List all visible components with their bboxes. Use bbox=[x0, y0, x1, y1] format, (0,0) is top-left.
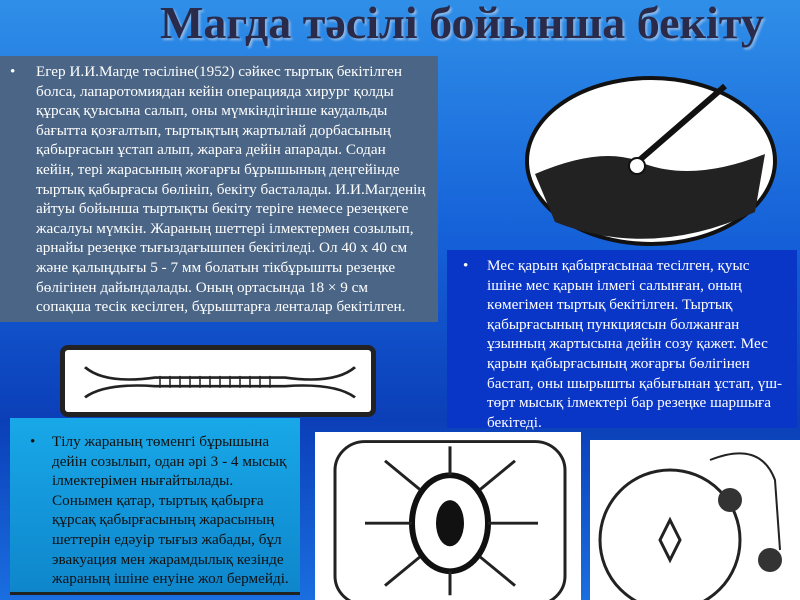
bullet: • bbox=[30, 433, 36, 450]
bullet: • bbox=[10, 63, 16, 80]
text-panel-bottom-left bbox=[10, 418, 300, 595]
panel-text: Егер И.И.Магде тәсіліне(1952) сәйкес тыртық бекітілген болса, лапаротомиядан кейін операцияда хирург қолды құрсақ қуысына салып, оны мүмкіндігінше каудальды бағытта қозғалтып, тыртықтың жартылай дорбасының қабырғасын ұстап алып, жараға дейін апарады. Содан кейін, тері жарасының жоғарғы бұрышының деңгейінде тыртық қабырғасы бөлініп, бекіту басталады. И.И.Магденің айтуы бойынша тыртықты бекіту теріге немесе резеңкеге жасалуы мүмкін. Жараның шеттері ілмектермен созылып, арнайы резеңке тығыздағышпен бекітіледі. Ол 40 х 40 см және қалыңдығы 5 - 7 мм болатын тікбұрышты резеңке бөлігінен дайындалады. Оның ортасында 18 × 9 см сопақша тесік кесілген, бұрыштарға ленталар бекітілген. bbox=[36, 63, 426, 316]
bullet: • bbox=[463, 257, 469, 274]
panel-text: Тілу жараның төменгі бұрышына дейін созылып, одан әрі 3 - 4 мысық ілмектерімен нығайтылады. Сонымен қатар, тыртық қабырға құрсақ қабырғасының жарасының шеттерін едәуір тығыз жабады, бұл эвакуация мен жарамдылық кезінде жараның ішіне енуіне жол бермейді. bbox=[52, 433, 289, 588]
slide-title: Магда тәсілі бойынша бекіту bbox=[160, 0, 764, 48]
rubber-sheet-illustration bbox=[315, 432, 581, 600]
surgery-illustration-oval bbox=[525, 76, 777, 246]
text-panel-main bbox=[0, 56, 438, 322]
panel-text: Мес қарын қабырғасынаа тесілген, қуыс ішіне мес қарын ілмегі салынған, оның көмегімен тыртық бекітілген. Тыртық қабырғасының пункциясын болжанған ұзынның жартысына дейін созу қажет. Мес қарын қабырғасының жоғарғы бөлігінен бастап, оны шырышты қабығынан ұстап, үш-төрт мысық ілмектері бар резеңке шаршыға бекітеді. bbox=[487, 257, 783, 431]
retractor-instrument-illustration bbox=[60, 345, 376, 417]
text-panel-right bbox=[447, 250, 797, 431]
device-parts-illustration bbox=[590, 440, 800, 600]
